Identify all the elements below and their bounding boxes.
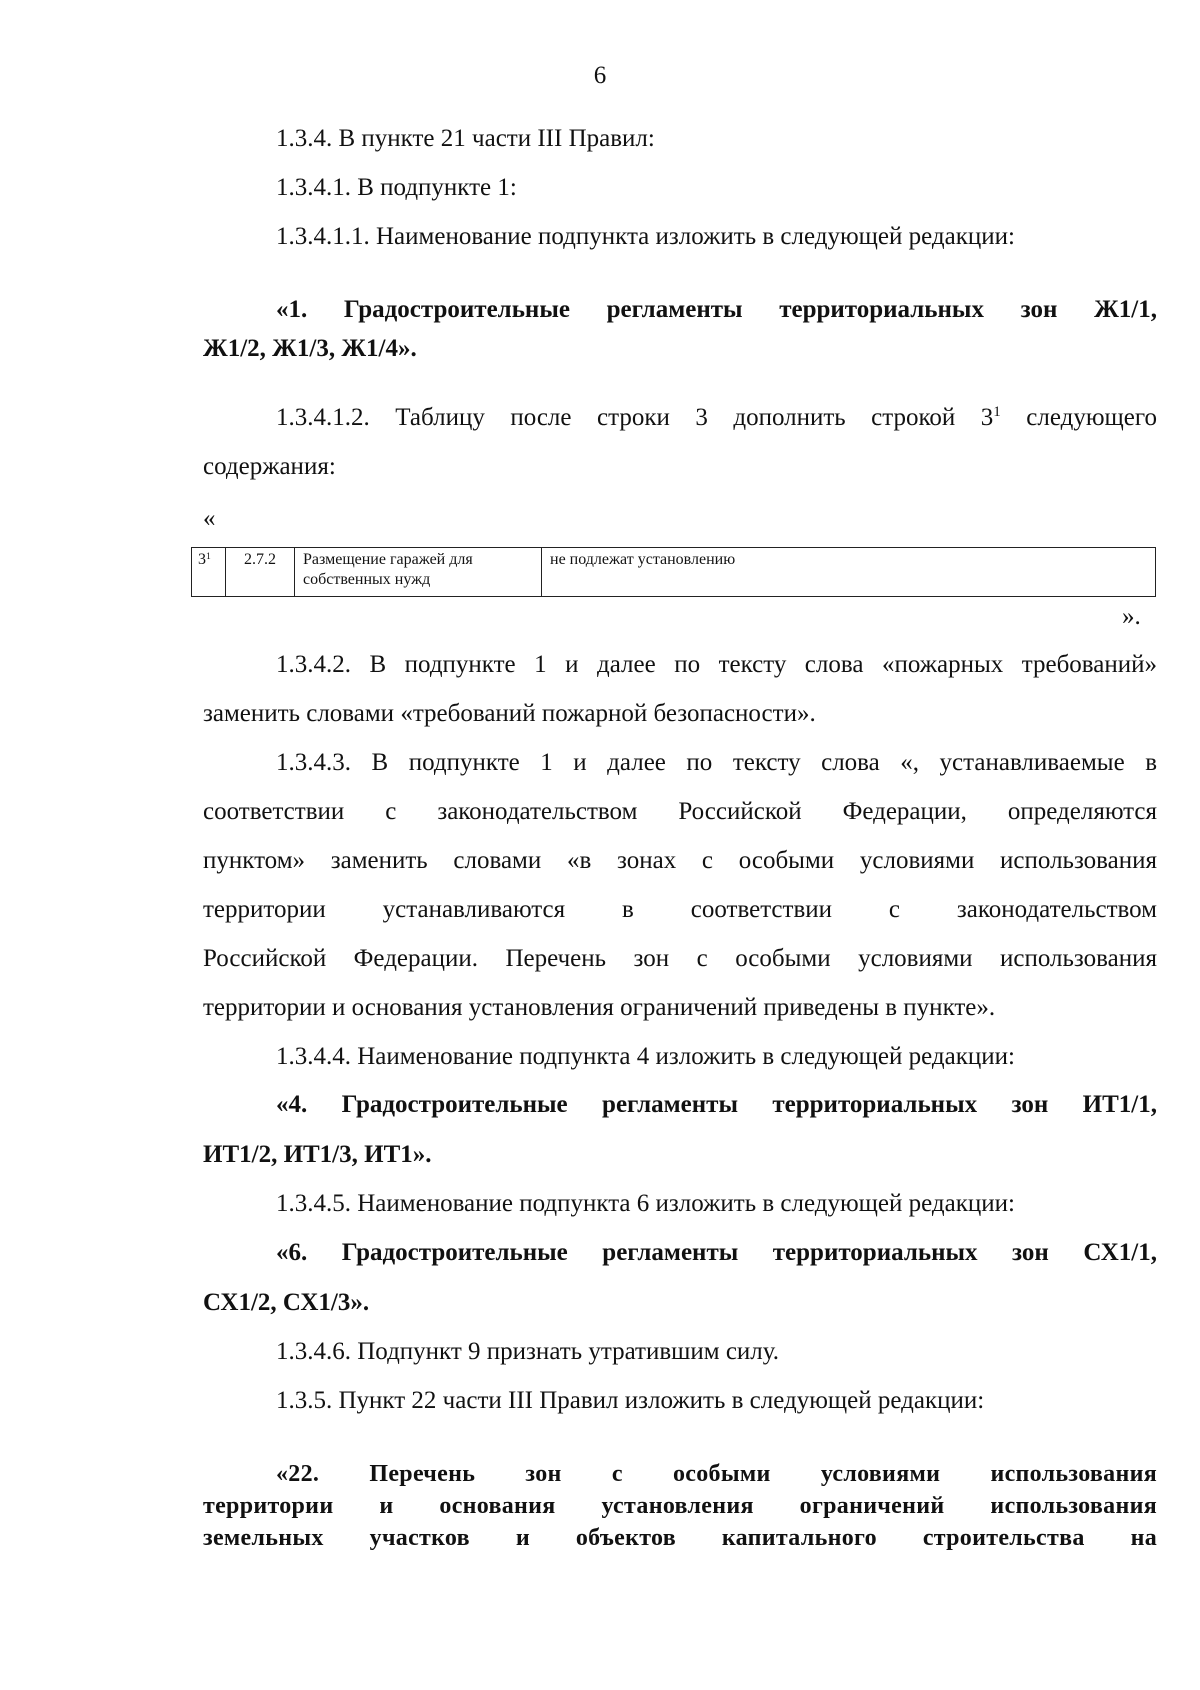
- close-quote: ».: [1122, 603, 1141, 630]
- paragraph-1-3-4-1-1: 1.3.4.1.1. Наименование подпункта изложить в следующей редакции:: [276, 223, 1015, 250]
- heading-zones-skh-line-2: СХ1/2, СХ1/3».: [203, 1289, 370, 1316]
- paragraph-1-3-4-3-line-4: территории устанавливаются в соответствии с законодательством: [203, 896, 1157, 923]
- heading-item-22-line-2: территории и основания установления ограничений использования: [203, 1493, 1157, 1519]
- paragraph-1-3-4-2-line-1: 1.3.4.2. В подпункте 1 и далее по тексту слова «пожарных требований»: [276, 651, 1157, 678]
- paragraph-1-3-4-5: 1.3.4.5. Наименование подпункта 6 изложить в следующей редакции:: [276, 1190, 1015, 1217]
- paragraph-1-3-4-2-line-2: заменить словами «требований пожарной безопасности».: [203, 700, 816, 727]
- heading-zones-it-line-1: «4. Градостроительные регламенты территориальных зон ИТ1/1,: [276, 1091, 1157, 1118]
- paragraph-1-3-4: 1.3.4. В пункте 21 части III Правил:: [276, 125, 655, 152]
- paragraph-1-3-5: 1.3.5. Пункт 22 части III Правил изложить в следующей редакции:: [276, 1387, 985, 1414]
- heading-zones-zh-line-1: «1. Градостроительные регламенты территориальных зон Ж1/1,: [276, 296, 1157, 323]
- heading-item-22-line-3: земельных участков и объектов капитального строительства на: [203, 1525, 1157, 1551]
- paragraph-1-3-4-3-line-3: пунктом» заменить словами «в зонах с особыми условиями использования: [203, 847, 1157, 874]
- paragraph-1-3-4-1: 1.3.4.1. В подпункте 1:: [276, 174, 517, 201]
- paragraph-1-3-4-1-2-line-1: 1.3.4.1.2. Таблицу после строки 3 дополнить строкой $3^1$ следующего: [276, 404, 1157, 431]
- paragraph-1-3-4-3-line-5: Российской Федерации. Перечень зон с особыми условиями использования: [203, 945, 1157, 972]
- heading-item-22-line-1: «22. Перечень зон с особыми условиями использования: [276, 1461, 1157, 1487]
- value-cell: не подлежат установлению: [542, 548, 1156, 597]
- paragraph-1-3-4-3-line-6: территории и основания установления ограничений приведены в пункте».: [203, 994, 996, 1021]
- heading-zones-it-line-2: ИТ1/2, ИТ1/3, ИТ1».: [203, 1141, 432, 1168]
- inserted-table: [191, 547, 1156, 597]
- code-cell: 2.7.2: [226, 548, 295, 597]
- paragraph-1-3-4-1-2-line-2: содержания:: [203, 453, 336, 480]
- paragraph-1-3-4-6: 1.3.4.6. Подпункт 9 признать утратившим силу.: [276, 1338, 780, 1365]
- paragraph-1-3-4-3-line-1: 1.3.4.3. В подпункте 1 и далее по тексту слова «, устанавливаемые в: [276, 749, 1157, 776]
- heading-zones-skh-line-1: «6. Градостроительные регламенты территориальных зон СХ1/1,: [276, 1239, 1157, 1266]
- paragraph-1-3-4-4: 1.3.4.4. Наименование подпункта 4 изложить в следующей редакции:: [276, 1043, 1015, 1070]
- table-row: [192, 548, 1156, 597]
- heading-zones-zh-line-2: Ж1/2, Ж1/3, Ж1/4».: [203, 335, 417, 362]
- open-quote: «: [203, 505, 216, 532]
- row-number-cell: $3^1$: [192, 548, 226, 597]
- paragraph-1-3-4-3-line-2: соответствии с законодательством Российской Федерации, определяются: [203, 798, 1157, 825]
- page-number: 6: [593, 62, 607, 89]
- name-cell: Размещение гаражей для собственных нужд: [295, 548, 542, 597]
